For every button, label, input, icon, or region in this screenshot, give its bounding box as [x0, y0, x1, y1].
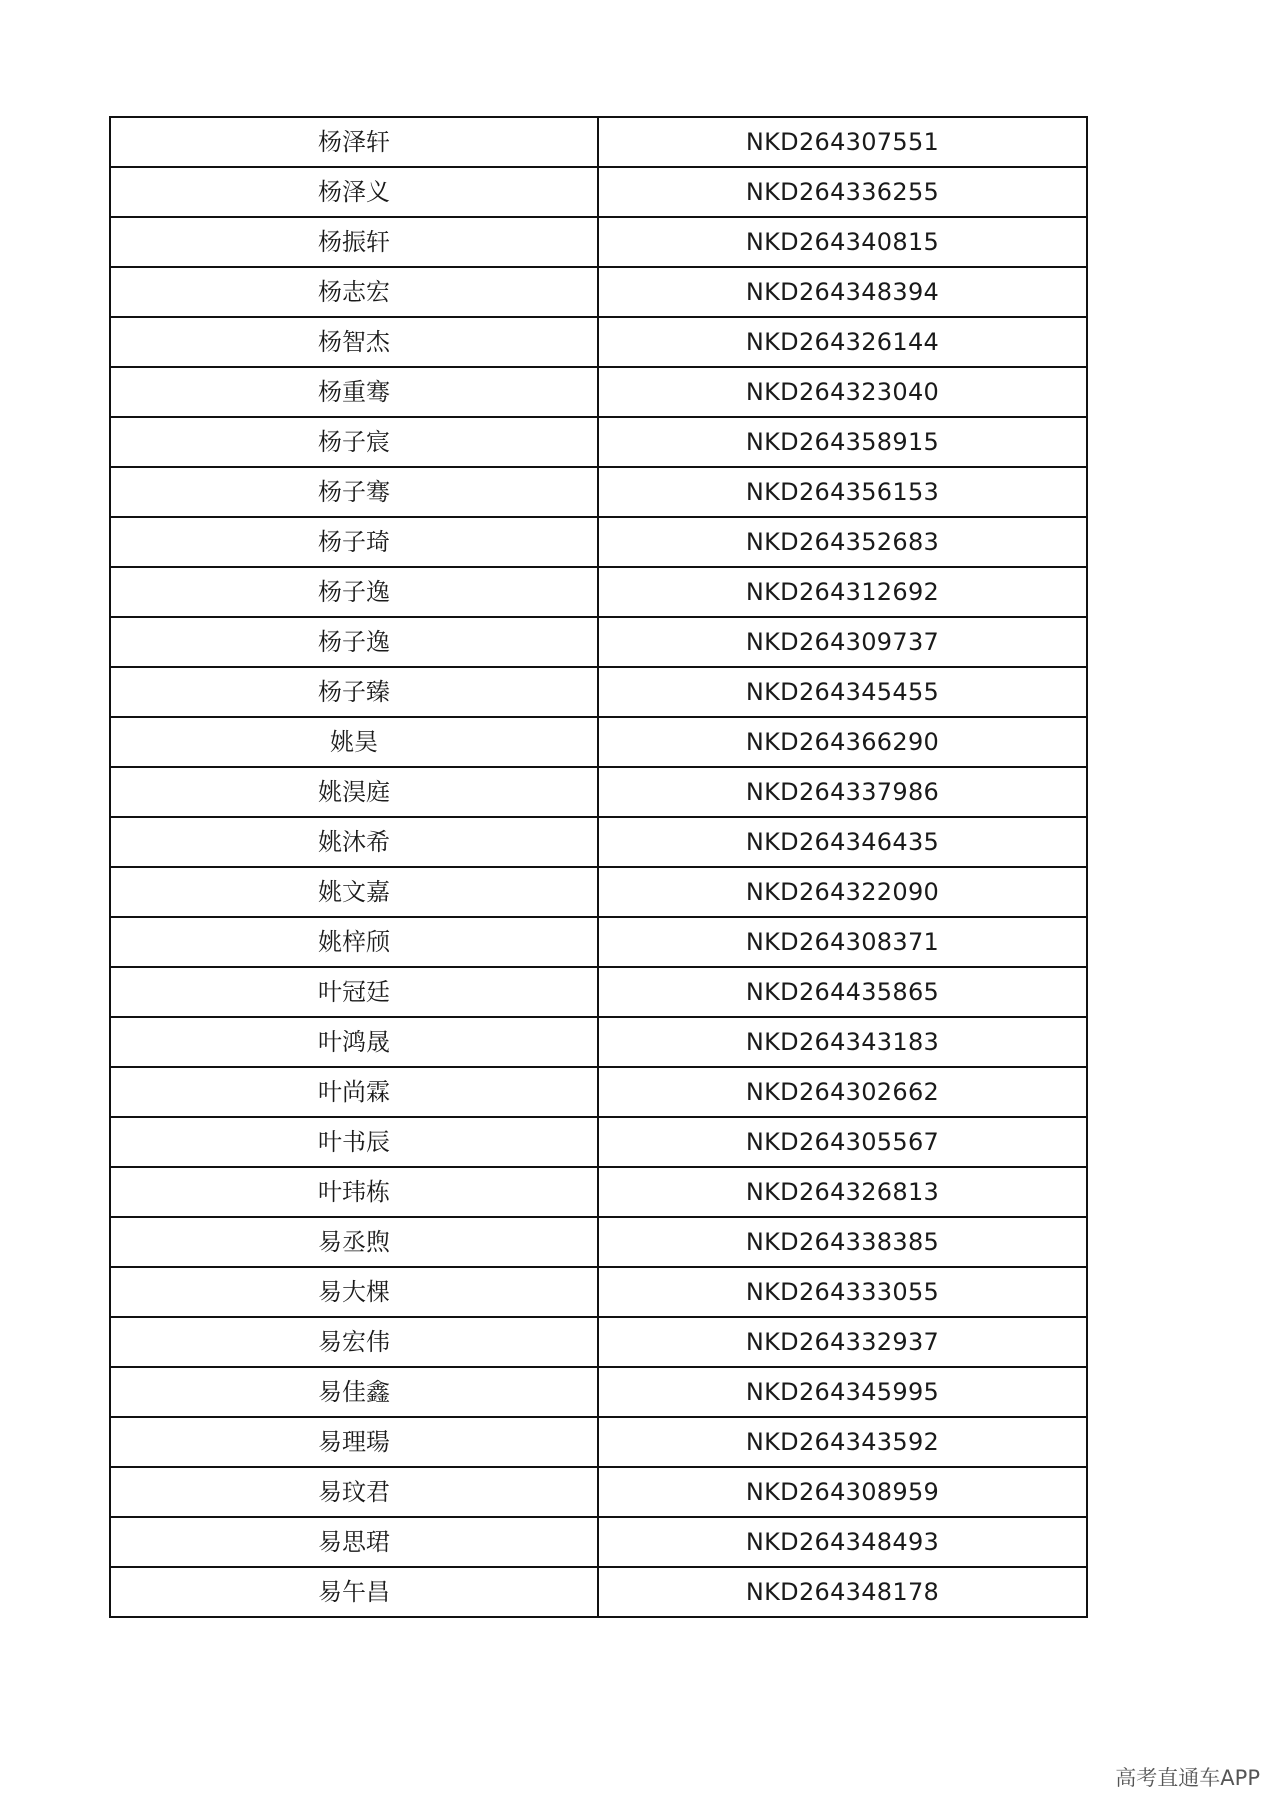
student-name-cell: 姚淏庭 — [110, 767, 598, 817]
student-id-cell: NKD264336255 — [598, 167, 1087, 217]
student-name-cell: 杨子逸 — [110, 617, 598, 667]
student-name-cell: 杨智杰 — [110, 317, 598, 367]
student-name-cell: 杨重骞 — [110, 367, 598, 417]
table-row — [110, 1467, 1087, 1517]
table-row — [110, 717, 1087, 767]
table-row — [110, 867, 1087, 917]
student-name-cell: 杨泽义 — [110, 167, 598, 217]
table-row — [110, 467, 1087, 517]
table-row — [110, 1017, 1087, 1067]
student-id-cell: NKD264358915 — [598, 417, 1087, 467]
table-row — [110, 817, 1087, 867]
table-row — [110, 767, 1087, 817]
student-name-cell: 易丞煦 — [110, 1217, 598, 1267]
student-name-cell: 叶书辰 — [110, 1117, 598, 1167]
student-id-cell: NKD264343592 — [598, 1417, 1087, 1467]
table-row — [110, 417, 1087, 467]
table-row — [110, 517, 1087, 567]
student-id-cell: NKD264333055 — [598, 1267, 1087, 1317]
table-row — [110, 1567, 1087, 1617]
table-row — [110, 317, 1087, 367]
student-id-cell: NKD264326144 — [598, 317, 1087, 367]
student-name-cell: 叶尚霖 — [110, 1067, 598, 1117]
student-name-cell: 易午昌 — [110, 1567, 598, 1617]
student-id-cell: NKD264338385 — [598, 1217, 1087, 1267]
student-id-cell: NKD264343183 — [598, 1017, 1087, 1067]
table-row — [110, 917, 1087, 967]
student-name-cell: 杨子臻 — [110, 667, 598, 717]
student-id-cell: NKD264340815 — [598, 217, 1087, 267]
table-row — [110, 1217, 1087, 1267]
table-row — [110, 567, 1087, 617]
table-row — [110, 667, 1087, 717]
table-row — [110, 117, 1087, 167]
student-id-cell: NKD264332937 — [598, 1317, 1087, 1367]
student-id-cell: NKD264345455 — [598, 667, 1087, 717]
student-name-cell: 杨子逸 — [110, 567, 598, 617]
table-row — [110, 1267, 1087, 1317]
student-id-cell: NKD264326813 — [598, 1167, 1087, 1217]
student-id-cell: NKD264346435 — [598, 817, 1087, 867]
student-id-cell: NKD264345995 — [598, 1367, 1087, 1417]
student-name-cell: 杨泽轩 — [110, 117, 598, 167]
student-id-cell: NKD264366290 — [598, 717, 1087, 767]
student-id-cell: NKD264308959 — [598, 1467, 1087, 1517]
student-name-cell: 易宏伟 — [110, 1317, 598, 1367]
student-id-cell: NKD264307551 — [598, 117, 1087, 167]
student-name-cell: 易思珺 — [110, 1517, 598, 1567]
student-name-cell: 姚昊 — [110, 717, 598, 767]
table-row — [110, 1117, 1087, 1167]
table-row — [110, 617, 1087, 667]
student-name-cell: 易佳鑫 — [110, 1367, 598, 1417]
student-id-cell: NKD264337986 — [598, 767, 1087, 817]
student-name-cell: 杨子琦 — [110, 517, 598, 567]
student-id-cell: NKD264348493 — [598, 1517, 1087, 1567]
table-row — [110, 367, 1087, 417]
student-id-cell: NKD264302662 — [598, 1067, 1087, 1117]
student-name-cell: 杨子骞 — [110, 467, 598, 517]
student-name-cell: 易理瑒 — [110, 1417, 598, 1467]
table-row — [110, 1517, 1087, 1567]
watermark-text: 高考直通车APP — [1115, 1766, 1260, 1790]
student-name-cell: 杨志宏 — [110, 267, 598, 317]
table-row — [110, 967, 1087, 1017]
student-id-cell: NKD264309737 — [598, 617, 1087, 667]
student-name-cell: 叶冠廷 — [110, 967, 598, 1017]
table-row — [110, 217, 1087, 267]
student-name-cell: 姚梓颀 — [110, 917, 598, 967]
student-name-cell: 姚沐希 — [110, 817, 598, 867]
student-id-cell: NKD264348178 — [598, 1567, 1087, 1617]
student-name-cell: 易大棵 — [110, 1267, 598, 1317]
student-id-cell: NKD264356153 — [598, 467, 1087, 517]
student-name-cell: 叶玮栋 — [110, 1167, 598, 1217]
roster-body — [110, 117, 1087, 1617]
student-id-cell: NKD264305567 — [598, 1117, 1087, 1167]
roster-table — [109, 116, 1088, 1618]
student-name-cell: 杨子宸 — [110, 417, 598, 467]
table-row — [110, 267, 1087, 317]
student-name-cell: 杨振轩 — [110, 217, 598, 267]
student-id-cell: NKD264312692 — [598, 567, 1087, 617]
student-id-cell: NKD264322090 — [598, 867, 1087, 917]
table-row — [110, 1317, 1087, 1367]
student-name-cell: 叶鸿晟 — [110, 1017, 598, 1067]
table-row — [110, 1167, 1087, 1217]
student-name-cell: 易玟君 — [110, 1467, 598, 1517]
student-id-cell: NKD264323040 — [598, 367, 1087, 417]
table-row — [110, 1367, 1087, 1417]
student-name-cell: 姚文嘉 — [110, 867, 598, 917]
table-row — [110, 1417, 1087, 1467]
student-id-cell: NKD264435865 — [598, 967, 1087, 1017]
student-id-cell: NKD264348394 — [598, 267, 1087, 317]
table-row — [110, 1067, 1087, 1117]
student-id-cell: NKD264308371 — [598, 917, 1087, 967]
student-id-cell: NKD264352683 — [598, 517, 1087, 567]
table-row — [110, 167, 1087, 217]
